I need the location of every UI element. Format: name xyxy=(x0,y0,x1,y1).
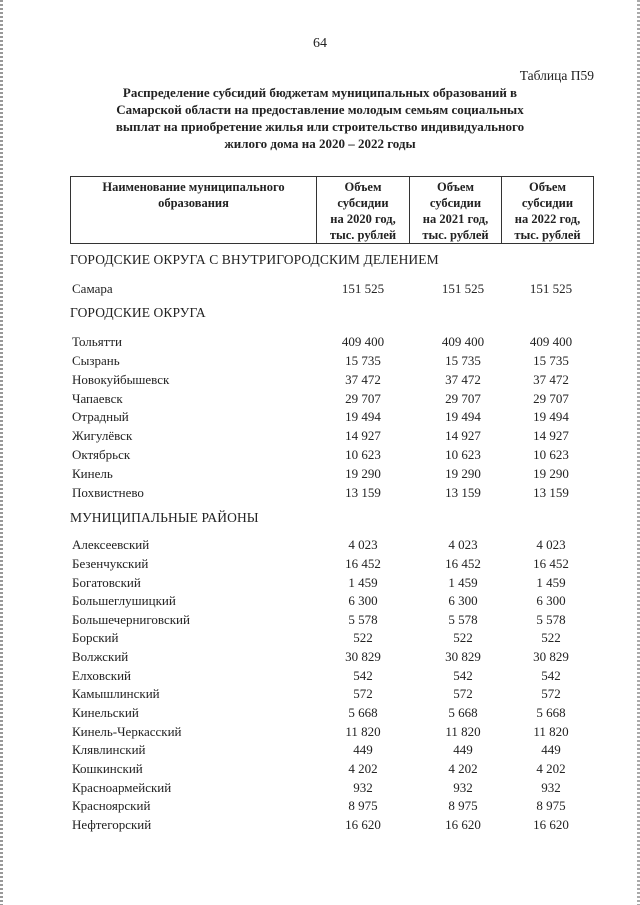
value-2021: 10 623 xyxy=(445,447,481,462)
value-2020: 409 400 xyxy=(341,334,385,349)
value-2022: 19 290 xyxy=(533,466,569,481)
table-row xyxy=(72,761,592,779)
municipality-name: Сызрань xyxy=(72,353,120,368)
table-row xyxy=(72,649,592,667)
header-line: тыс. рублей xyxy=(422,228,489,242)
municipality-name: Жигулёвск xyxy=(72,428,133,443)
value-2020: 542 xyxy=(353,668,373,683)
value-2021: 449 xyxy=(453,742,473,757)
value-2021: 19 494 xyxy=(445,409,481,424)
header-line: на 2020 год, xyxy=(330,212,396,226)
title-line: Самарской области на предоставление молодым семьям социальных xyxy=(116,102,524,117)
value-2020: 14 927 xyxy=(345,428,381,443)
value-2020: 16 620 xyxy=(345,817,381,832)
header-line: субсидии xyxy=(429,196,482,210)
value-2021: 409 400 xyxy=(441,334,485,349)
value-2020: 932 xyxy=(353,780,373,795)
municipality-name: Кинельский xyxy=(72,705,139,720)
value-2022: 6 300 xyxy=(536,593,566,608)
value-2021: 572 xyxy=(453,686,473,701)
value-2022: 19 494 xyxy=(533,409,569,424)
value-2020: 13 159 xyxy=(345,485,381,500)
table-row xyxy=(72,668,592,686)
value-2022: 409 400 xyxy=(529,334,573,349)
value-2022: 1 459 xyxy=(536,575,566,590)
municipality-name: Елховский xyxy=(72,668,131,683)
column-header-2020 xyxy=(317,177,410,243)
title-line: Распределение субсидий бюджетам муниципальных образований в xyxy=(122,85,518,100)
value-2021: 29 707 xyxy=(445,391,481,406)
table-row xyxy=(72,575,592,593)
header-line: тыс. рублей xyxy=(514,228,581,242)
value-2021: 151 525 xyxy=(441,281,485,296)
value-2022: 15 735 xyxy=(533,353,569,368)
value-2021: 14 927 xyxy=(445,428,481,443)
column-header-2022 xyxy=(502,177,593,243)
table-row xyxy=(72,281,592,299)
value-2021: 5 668 xyxy=(448,705,478,720)
value-2020: 10 623 xyxy=(345,447,381,462)
document-title xyxy=(96,84,544,152)
column-header-name xyxy=(71,177,317,243)
table-row xyxy=(72,593,592,611)
header-line: образования xyxy=(158,196,229,210)
table-row xyxy=(72,353,592,371)
value-2021: 13 159 xyxy=(445,485,481,500)
title-line: выплат на приобретение жилья или строительство индивидуального xyxy=(115,119,525,134)
table-row xyxy=(72,705,592,723)
table-row xyxy=(72,447,592,465)
value-2022: 16 620 xyxy=(533,817,569,832)
municipality-name: Большеглушицкий xyxy=(72,593,176,608)
header-line: на 2021 год, xyxy=(422,212,489,226)
value-2022: 10 623 xyxy=(533,447,569,462)
municipality-name: Алексеевский xyxy=(72,537,150,552)
value-2021: 11 820 xyxy=(445,724,481,739)
value-2022: 4 202 xyxy=(536,761,566,776)
value-2021: 4 202 xyxy=(448,761,478,776)
value-2020: 19 494 xyxy=(345,409,381,424)
municipality-name: Камышлинский xyxy=(72,686,160,701)
value-2020: 572 xyxy=(353,686,373,701)
section-heading: ГОРОДСКИЕ ОКРУГА С ВНУТРИГОРОДСКИМ ДЕЛЕНИЕМ xyxy=(70,252,439,267)
page-number: 64 xyxy=(313,36,327,51)
value-2022: 16 452 xyxy=(533,556,569,571)
header-line: тыс. рублей xyxy=(329,228,397,242)
table-row xyxy=(72,466,592,484)
municipality-name: Безенчукский xyxy=(72,556,149,571)
table-row xyxy=(72,798,592,816)
value-2022: 8 975 xyxy=(536,798,566,813)
section-heading: ГОРОДСКИЕ ОКРУГА xyxy=(70,305,206,320)
value-2021: 1 459 xyxy=(448,575,478,590)
value-2020: 5 578 xyxy=(348,612,378,627)
value-2022: 151 525 xyxy=(529,281,573,296)
column-header-2021 xyxy=(410,177,502,243)
municipality-name: Клявлинский xyxy=(72,742,146,757)
table-row xyxy=(72,742,592,760)
header-line: субсидии xyxy=(337,196,389,210)
value-2020: 37 472 xyxy=(345,372,381,387)
municipality-name: Самара xyxy=(72,281,113,296)
table-header xyxy=(70,176,594,244)
value-2021: 19 290 xyxy=(445,466,481,481)
header-line: на 2022 год, xyxy=(514,212,581,226)
municipality-name: Чапаевск xyxy=(72,391,123,406)
value-2020: 6 300 xyxy=(348,593,378,608)
table-row xyxy=(72,686,592,704)
value-2021: 6 300 xyxy=(448,593,478,608)
value-2020: 15 735 xyxy=(345,353,381,368)
table-row xyxy=(72,372,592,390)
value-2021: 542 xyxy=(453,668,473,683)
value-2022: 5 578 xyxy=(536,612,566,627)
header-line: Объем xyxy=(344,180,382,194)
section-heading: МУНИЦИПАЛЬНЫЕ РАЙОНЫ xyxy=(70,510,259,525)
value-2022: 932 xyxy=(541,780,561,795)
value-2021: 4 023 xyxy=(448,537,478,552)
value-2022: 29 707 xyxy=(533,391,569,406)
municipality-name: Новокуйбышевск xyxy=(72,372,170,387)
value-2021: 37 472 xyxy=(445,372,481,387)
value-2022: 542 xyxy=(541,668,561,683)
municipality-name: Нефтегорский xyxy=(72,817,152,832)
value-2021: 15 735 xyxy=(445,353,481,368)
value-2021: 8 975 xyxy=(448,798,478,813)
value-2020: 522 xyxy=(353,630,373,645)
municipality-name: Кошкинский xyxy=(72,761,143,776)
value-2021: 932 xyxy=(453,780,473,795)
municipality-name: Похвистнево xyxy=(72,485,144,500)
municipality-name: Кинель-Черкасский xyxy=(72,724,182,739)
table-row xyxy=(72,391,592,409)
value-2020: 4 202 xyxy=(348,761,378,776)
table-row xyxy=(72,556,592,574)
value-2022: 522 xyxy=(541,630,561,645)
value-2020: 5 668 xyxy=(348,705,378,720)
table-row xyxy=(72,334,592,352)
header-line: Наименование муниципального xyxy=(102,180,285,194)
table-row xyxy=(72,485,592,503)
value-2022: 449 xyxy=(541,742,561,757)
table-row xyxy=(72,612,592,630)
value-2022: 30 829 xyxy=(533,649,569,664)
value-2022: 37 472 xyxy=(533,372,569,387)
value-2022: 14 927 xyxy=(533,428,569,443)
value-2022: 5 668 xyxy=(536,705,566,720)
value-2020: 16 452 xyxy=(345,556,381,571)
table-row xyxy=(72,537,592,555)
municipality-name: Красноармейский xyxy=(72,780,172,795)
title-line: жилого дома на 2020 – 2022 годы xyxy=(224,136,416,151)
value-2021: 16 452 xyxy=(445,556,481,571)
header-line: Объем xyxy=(436,180,474,194)
municipality-name: Кинель xyxy=(72,466,113,481)
header-line: субсидии xyxy=(521,196,574,210)
value-2020: 1 459 xyxy=(348,575,378,590)
value-2022: 572 xyxy=(541,686,561,701)
page-edge-left xyxy=(0,0,3,905)
municipality-name: Октябрьск xyxy=(72,447,131,462)
header-line: Объем xyxy=(528,180,566,194)
municipality-name: Большечерниговский xyxy=(72,612,190,627)
value-2021: 5 578 xyxy=(448,612,478,627)
value-2020: 151 525 xyxy=(341,281,385,296)
value-2021: 522 xyxy=(453,630,473,645)
value-2020: 29 707 xyxy=(345,391,381,406)
table-row xyxy=(72,409,592,427)
municipality-name: Красноярский xyxy=(72,798,151,813)
value-2020: 11 820 xyxy=(345,724,381,739)
value-2020: 449 xyxy=(353,742,373,757)
table-row xyxy=(72,724,592,742)
value-2022: 11 820 xyxy=(533,724,569,739)
value-2021: 30 829 xyxy=(445,649,481,664)
municipality-name: Богатовский xyxy=(72,575,141,590)
municipality-name: Тольятти xyxy=(72,334,123,349)
table-label: Таблица П59 xyxy=(519,68,594,83)
value-2020: 19 290 xyxy=(345,466,381,481)
municipality-name: Борский xyxy=(72,630,119,645)
table-row xyxy=(72,630,592,648)
value-2020: 4 023 xyxy=(348,537,378,552)
value-2022: 13 159 xyxy=(533,485,569,500)
municipality-name: Волжский xyxy=(72,649,129,664)
table-row xyxy=(72,428,592,446)
table-row xyxy=(72,780,592,798)
table-row xyxy=(72,817,592,835)
value-2021: 16 620 xyxy=(445,817,481,832)
value-2022: 4 023 xyxy=(536,537,566,552)
value-2020: 30 829 xyxy=(345,649,381,664)
value-2020: 8 975 xyxy=(348,798,378,813)
municipality-name: Отрадный xyxy=(72,409,129,424)
